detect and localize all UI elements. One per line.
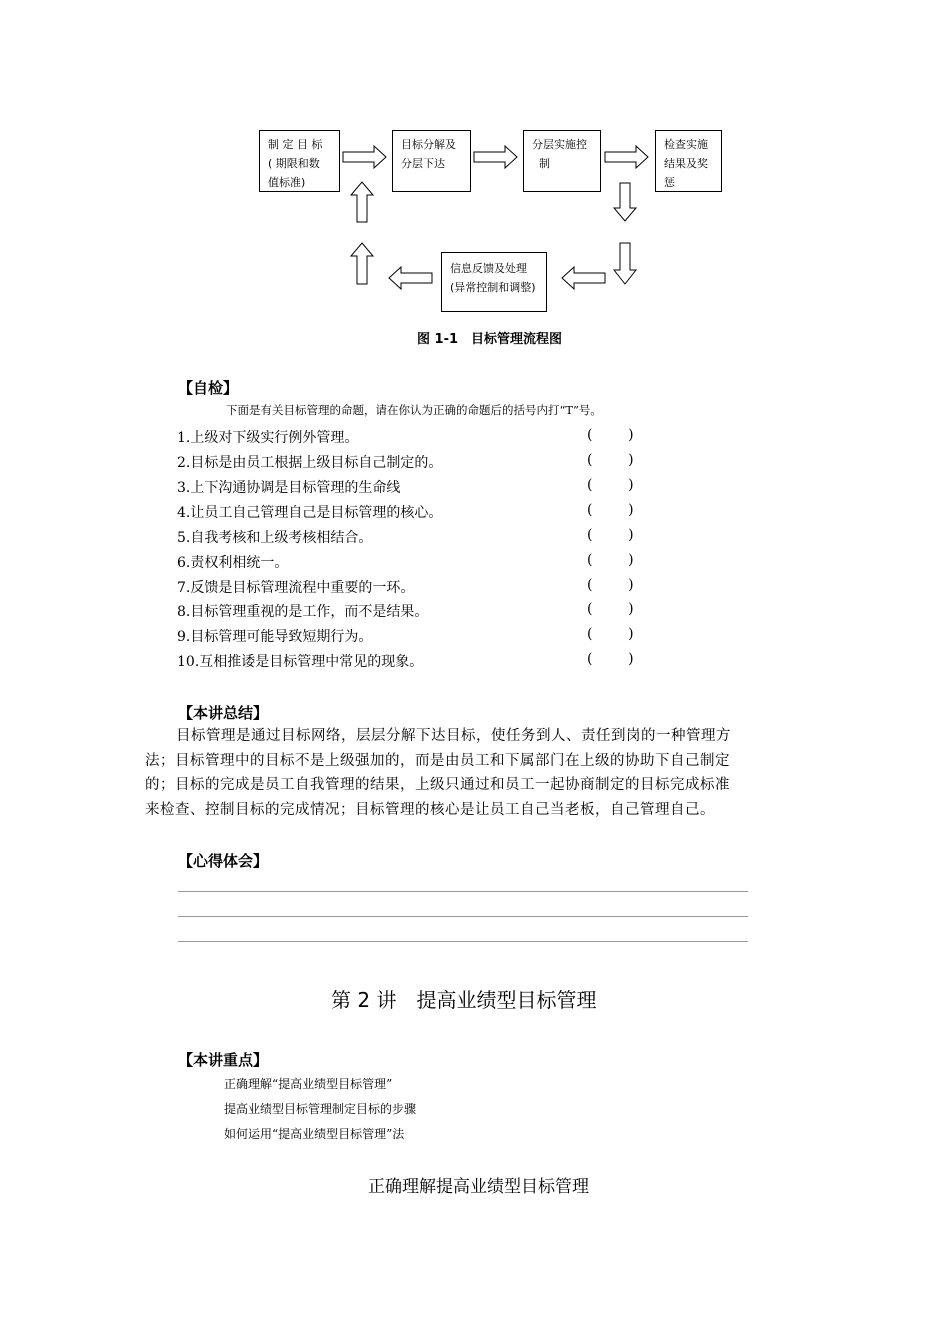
flow-box-line: 惩 <box>664 176 675 189</box>
arrow-right-icon <box>343 146 386 168</box>
question-text: 8.目标管理重视的是工作，而不是结果。 <box>177 604 429 620</box>
flow-box-line: 目标分解及 <box>401 138 456 151</box>
answer-parentheses[interactable]: ( ) <box>587 502 634 518</box>
list-item <box>177 626 657 648</box>
reflection-line[interactable] <box>178 891 748 892</box>
question-text: 4.让员工自己管理自己是目标管理的核心。 <box>177 505 443 521</box>
self-check-heading: 【自检】 <box>178 379 239 397</box>
question-text: 10.互相推诿是目标管理中常见的现象。 <box>177 654 424 670</box>
list-item <box>177 477 657 499</box>
list-item <box>177 502 657 524</box>
answer-parentheses[interactable]: ( ) <box>587 477 634 493</box>
lecture-title: 第 2 讲 提高业绩型目标管理 <box>331 988 597 1012</box>
key-point-item: 正确理解“提高业绩型目标管理” <box>224 1077 393 1091</box>
answer-parentheses[interactable]: ( ) <box>587 626 634 642</box>
answer-parentheses[interactable]: ( ) <box>587 552 634 568</box>
reflection-line[interactable] <box>178 916 748 917</box>
summary-line: 法；目标管理中的目标不是上级强加的，而是由员工和下属部门在上级的协助下自己制定 <box>145 752 730 769</box>
flow-box-line: 分层下达 <box>401 157 445 170</box>
arrow-down-icon <box>614 183 636 221</box>
answer-parentheses[interactable]: ( ) <box>587 577 634 593</box>
flow-box-line: 分层实施控 <box>532 138 587 151</box>
question-text: 9.目标管理可能导致短期行为。 <box>177 629 373 645</box>
arrow-down-icon <box>614 243 636 284</box>
list-item <box>177 601 657 623</box>
flow-box-line: 信息反馈及处理 <box>450 262 527 275</box>
arrow-left-icon <box>389 267 432 289</box>
answer-parentheses[interactable]: ( ) <box>587 427 634 443</box>
question-text: 6.责权利相统一。 <box>177 555 289 571</box>
flow-box-line: 制 <box>532 157 550 170</box>
arrow-up-icon <box>351 243 373 284</box>
list-item <box>177 452 657 474</box>
answer-parentheses[interactable]: ( ) <box>587 527 634 543</box>
flow-box-line: 检查实施 <box>664 138 708 151</box>
answer-parentheses[interactable]: ( ) <box>587 651 634 667</box>
summary-line: 的；目标的完成是员工自我管理的结果，上级只通过和员工一起协商制定的目标完成标准 <box>145 777 730 793</box>
question-text: 2.目标是由员工根据上级目标自己制定的。 <box>177 455 443 471</box>
question-text: 1.上级对下级实行例外管理。 <box>177 430 359 446</box>
list-item <box>177 577 657 599</box>
summary-paragraph <box>145 724 825 822</box>
answer-parentheses[interactable]: ( ) <box>587 601 634 617</box>
arrow-right-icon <box>605 146 648 168</box>
question-text: 5.自我考核和上级考核相结合。 <box>177 530 373 546</box>
key-point-item: 提高业绩型目标管理制定目标的步骤 <box>224 1102 417 1116</box>
figure-caption: 图 1-1 目标管理流程图 <box>417 332 563 347</box>
arrow-left-icon <box>562 267 605 289</box>
summary-line: 目标管理是通过目标网络，层层分解下达目标，使任务到人、责任到岗的一种管理方 <box>176 728 731 744</box>
self-check-instruction: 下面是有关目标管理的命题，请在你认为正确的命题后的括号内打“T”号。 <box>226 403 602 417</box>
key-points-heading: 【本讲重点】 <box>178 1051 269 1069</box>
flow-box-line: 结果及奖 <box>664 157 708 170</box>
question-text: 7.反馈是目标管理流程中重要的一环。 <box>177 580 415 596</box>
arrow-right-icon <box>474 146 517 168</box>
flow-arrows <box>0 0 950 330</box>
list-item <box>177 427 657 449</box>
summary-line: 来检查、控制目标的完成情况；目标管理的核心是让员工自己当老板，自己管理自己。 <box>145 801 715 818</box>
arrow-up-icon <box>351 182 373 222</box>
question-text: 3.上下沟通协调是目标管理的生命线 <box>177 480 401 496</box>
key-point-item: 如何运用“提高业绩型目标管理”法 <box>224 1127 405 1141</box>
flow-box-line: ( 期限和数 <box>268 157 320 170</box>
flow-box-line: (异常控制和调整) <box>450 281 536 294</box>
answer-parentheses[interactable]: ( ) <box>587 452 634 468</box>
reflection-line[interactable] <box>178 941 748 942</box>
flow-box-line: 制 定 目 标 <box>268 138 323 151</box>
flow-box-line: 值标准) <box>268 176 306 189</box>
section-subtitle: 正确理解提高业绩型目标管理 <box>368 1177 589 1197</box>
summary-heading: 【本讲总结】 <box>178 704 269 722</box>
list-item <box>177 527 657 549</box>
reflection-heading: 【心得体会】 <box>178 852 269 870</box>
list-item <box>177 651 657 673</box>
list-item <box>177 552 657 574</box>
